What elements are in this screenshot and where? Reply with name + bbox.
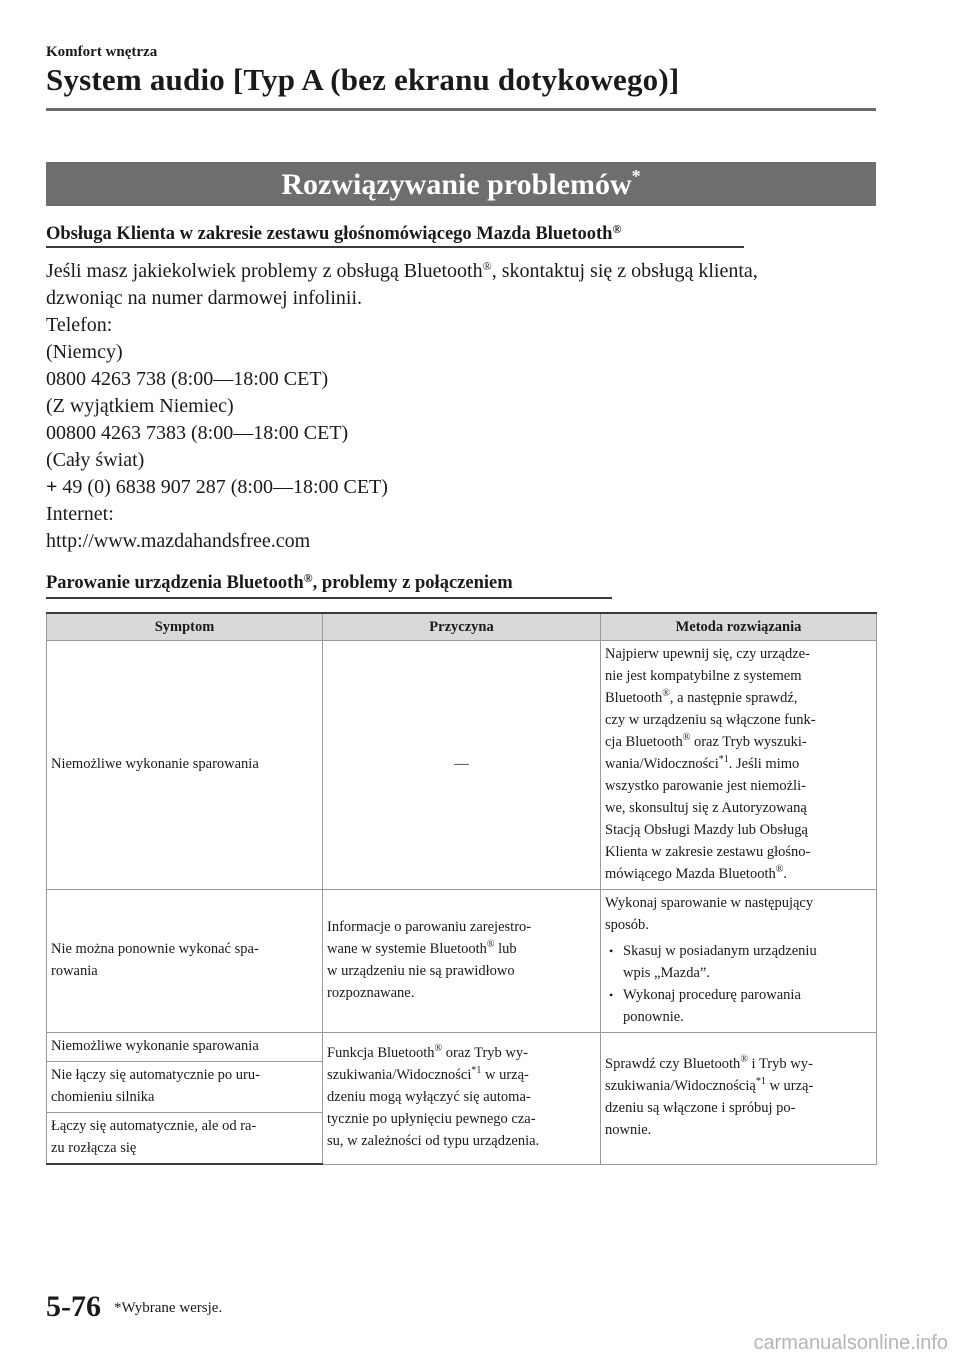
cause-cell: Informacje o parowaniu zarejestro- wane w systemie Bluetooth® lub w urządzeniu nie są prawidłowo rozpoznawane. (323, 890, 601, 1033)
page-number: 5-76 (46, 1290, 101, 1323)
symptom-cell: Nie łączy się automatycznie po uru- chomieniu silnika (47, 1062, 323, 1113)
phone-label: Telefon: (46, 314, 113, 336)
cause-cell: ― (323, 641, 601, 890)
footnote: *Wybrane wersje. (114, 1300, 223, 1316)
symptom-cell: Niemożliwe wykonanie sparowania (47, 641, 323, 890)
optional-equipment-mark: * (631, 166, 641, 186)
title-divider (46, 108, 876, 111)
page-title: System audio [Typ A (bez ekranu dotykowego)] (46, 62, 680, 97)
section-label: Komfort wnętrza (46, 44, 158, 60)
watermark: carmanualsonline.info (753, 1332, 948, 1354)
germany-label: (Niemcy) (46, 341, 123, 363)
solution-cell: Wykonaj sparowanie w następujący sposób. • Skasuj w posiadanym urządzeniu wpis „Mazda”. • Wykonaj procedurę parowania ponownie. (601, 890, 877, 1033)
symptom-cell: Niemożliwe wykonanie sparowania (47, 1033, 323, 1062)
website-url: http://www.mazdahandsfree.com (46, 530, 311, 552)
section-banner (46, 162, 876, 206)
symptom-cell: Nie można ponownie wykonać spa- rowania (47, 890, 323, 1033)
germany-phone-number: 0800 4263 738 (8:00―18:00 CET) (46, 368, 329, 390)
heading-text: Obsługa Klienta w zakresie zestawu głośnomówiącego Mazda Bluetooth (46, 224, 613, 244)
symptom-cell: Łączy się automatycznie, ale od ra- zu rozłącza się (47, 1113, 323, 1165)
column-header-solution: Metoda rozwiązania (601, 613, 877, 641)
column-header-cause: Przyczyna (323, 613, 601, 641)
heading-text: , problemy z połączeniem (312, 573, 513, 593)
table-row (47, 641, 877, 890)
cause-cell: Funkcja Bluetooth® oraz Tryb wy- szukiwania/Widoczności$^{*1}$ w urzą- dzeniu mogą wyłączyć się automa- tycznie po upłynięciu pewnego cza- su, w zależności od typu urządzenia. (323, 1033, 601, 1165)
plus-icon: + (46, 476, 58, 498)
heading-text: Parowanie urządzenia Bluetooth (46, 573, 304, 593)
banner-title: Rozwiązywanie problemów (281, 168, 632, 201)
registered-mark: ® (303, 571, 313, 585)
registered-mark: ® (612, 222, 622, 236)
worldwide-label: (Cały świat) (46, 449, 145, 471)
heading-underline (46, 597, 612, 599)
except-germany-phone-number: 00800 4263 7383 (8:00―18:00 CET) (46, 422, 349, 444)
list-item: • Wykonaj procedurę parowania ponownie. (605, 984, 872, 1028)
customer-service-body (46, 258, 876, 555)
heading-underline (46, 246, 744, 248)
pairing-heading (46, 573, 513, 594)
solution-cell: Najpierw upewnij się, czy urządze- nie jest kompatybilne z systemem Bluetooth®, a następnie sprawdź, czy w urządzeniu są włączone funk- cja Bluetooth® oraz Tryb wyszuki- wania/Widoczności$^{*1}$. Jeśli mimo wszystko parowanie jest niemożli- we, skonsultuj się z Autoryzowaną Stacją Obsługi Mazdy lub Obsługą Klienta w zakresie zestawu głośno- mówiącego Mazda Bluetooth®. (601, 641, 877, 890)
intro-line: dzwoniąc na numer darmowej infolinii. (46, 287, 363, 309)
list-item: • Skasuj w posiadanym urządzeniu wpis „Mazda”. (605, 940, 872, 984)
intro-line: Jeśli masz jakiekolwiek problemy z obsługą Bluetooth®, skontaktuj się z obsługą klienta, (46, 259, 758, 282)
customer-service-heading (46, 224, 621, 245)
column-header-symptom: Symptom (47, 613, 323, 641)
internet-label: Internet: (46, 503, 114, 525)
table-row (47, 890, 877, 1033)
except-germany-label: (Z wyjątkiem Niemiec) (46, 395, 234, 417)
troubleshooting-table (46, 612, 877, 1165)
table-header-row (47, 613, 877, 641)
table-row (47, 1033, 877, 1062)
solution-cell: Sprawdź czy Bluetooth® i Tryb wy- szukiwania/Widocznością$^{*1}$ w urzą- dzeniu są włączone i spróbuj po- nownie. (601, 1033, 877, 1165)
worldwide-phone-number: + 49 (0) 6838 907 287 (8:00―18:00 CET) (46, 476, 388, 498)
